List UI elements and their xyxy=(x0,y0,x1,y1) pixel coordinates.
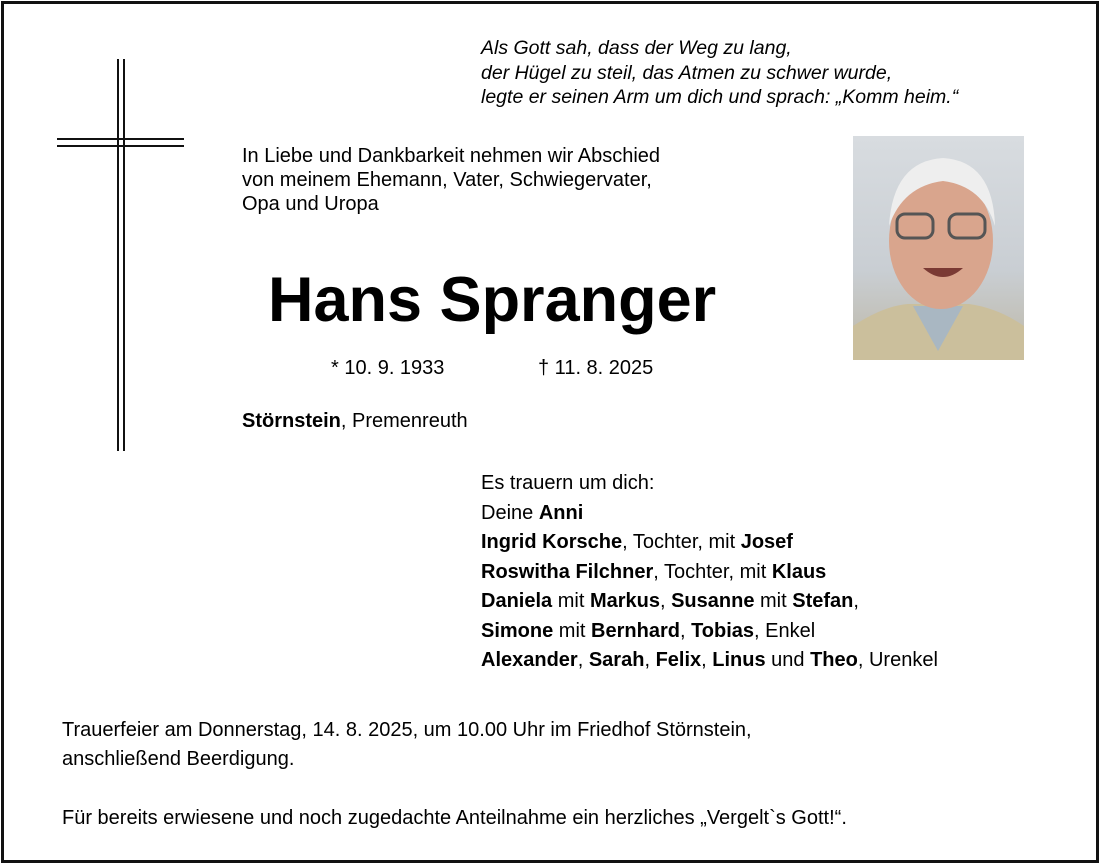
mourner-line xyxy=(481,558,938,588)
mourner-line xyxy=(481,646,938,676)
mourners-list xyxy=(481,469,938,676)
deceased-name: Hans Spranger xyxy=(268,265,717,335)
quote-line: Als Gott sah, dass der Weg zu lang, xyxy=(481,37,792,59)
funeral-line: anschließend Beerdigung. xyxy=(62,748,295,770)
text-segment: Sarah xyxy=(588,649,645,671)
text-segment: Tobias xyxy=(691,619,755,642)
text-segment: Deine xyxy=(481,501,539,524)
text-segment: Theo xyxy=(810,649,858,671)
text-segment: Daniela xyxy=(481,590,553,612)
text-segment: Klaus xyxy=(771,560,827,583)
text-segment: , xyxy=(679,619,692,642)
quote-line: der Hügel zu steil, das Atmen zu schwer wurde, xyxy=(481,61,893,84)
residence-town: Störnstein xyxy=(242,410,341,432)
mourner-line xyxy=(481,499,938,529)
text-segment: Josef xyxy=(740,531,793,553)
thanks-text: Für bereits erwiesene und noch zugedachte Anteilnahme ein herzliches „Vergelt`s Gott!“. xyxy=(62,807,847,829)
text-segment: , Tochter, mit xyxy=(653,560,772,583)
text-segment: Linus xyxy=(712,649,766,671)
birth-date: * 10. 9. 1933 xyxy=(331,357,445,379)
text-segment: Simone xyxy=(481,619,554,642)
text-segment: , Enkel xyxy=(754,619,816,642)
text-segment: Markus xyxy=(589,590,660,612)
funeral-line: Trauerfeier am Donnerstag, 14. 8. 2025, um 10.00 Uhr im Friedhof Störnstein, xyxy=(62,719,752,741)
death-date: † 11. 8. 2025 xyxy=(538,357,654,379)
quote xyxy=(481,36,958,110)
intro-line: Opa und Uropa xyxy=(242,193,379,215)
text-segment: , Tochter, mit xyxy=(622,531,741,553)
text-segment: Stefan xyxy=(792,590,854,612)
mourner-line xyxy=(481,587,938,617)
text-segment: , xyxy=(853,590,859,612)
mourner-line xyxy=(481,528,938,558)
text-segment: Felix xyxy=(655,649,702,671)
portrait-photo xyxy=(853,136,1024,360)
text-segment: Susanne xyxy=(671,590,755,612)
text-segment: mit xyxy=(754,590,793,612)
text-segment: , Urenkel xyxy=(857,649,938,671)
residence-village: , Premenreuth xyxy=(340,410,468,432)
funeral-details xyxy=(62,716,752,774)
text-segment: mit xyxy=(552,590,590,612)
text-segment: , xyxy=(659,590,672,612)
residence xyxy=(242,409,468,433)
intro-line: von meinem Ehemann, Vater, Schwiegervater, xyxy=(242,169,652,191)
text-segment: mit xyxy=(553,619,592,642)
text-segment: Bernhard xyxy=(591,619,680,642)
quote-line: legte er seinen Arm um dich und sprach: „Komm heim.“ xyxy=(481,86,959,108)
text-segment: Ingrid Korsche xyxy=(481,531,623,553)
mourners-heading: Es trauern um dich: xyxy=(481,472,655,494)
text-segment: und xyxy=(765,649,811,671)
text-segment: , xyxy=(701,649,713,671)
text-segment: , xyxy=(644,649,656,671)
text-segment: Anni xyxy=(538,501,584,524)
intro-line: In Liebe und Dankbarkeit nehmen wir Abschied xyxy=(242,145,661,167)
mourner-line xyxy=(481,617,938,647)
text-segment: Roswitha Filchner xyxy=(481,560,654,583)
text-segment: Alexander xyxy=(481,649,578,671)
intro-text xyxy=(242,144,660,216)
text-segment: , xyxy=(577,649,589,671)
